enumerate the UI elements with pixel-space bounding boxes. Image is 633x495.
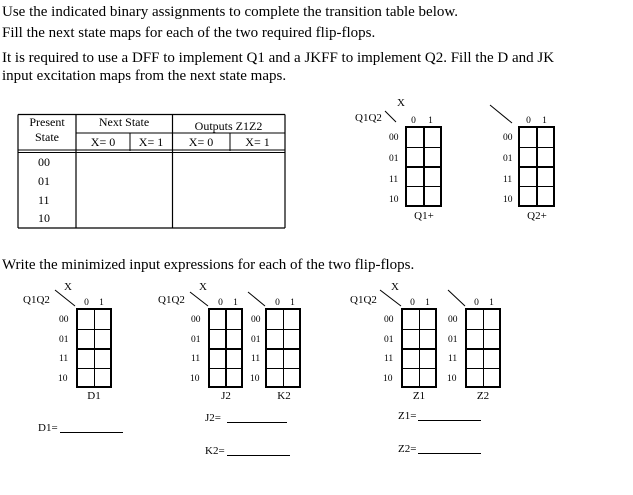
kmap-row-label-10: 10 bbox=[190, 374, 200, 384]
state-row-label: 10 bbox=[38, 211, 50, 225]
grid-line bbox=[78, 368, 110, 370]
grid-line bbox=[210, 329, 241, 331]
kmap-col-label-1: 1 bbox=[542, 116, 547, 126]
kmap-row-label-10: 10 bbox=[503, 195, 513, 205]
kmap-row-label-11: 11 bbox=[191, 354, 201, 364]
grid-line bbox=[78, 329, 110, 331]
kmap-row-label-11: 11 bbox=[251, 354, 261, 364]
answer-z1-blank[interactable] bbox=[418, 420, 481, 421]
kmap-col-var: X bbox=[391, 281, 399, 293]
grid-line bbox=[210, 368, 241, 370]
outputs-col-x0: X= 0 bbox=[188, 135, 214, 149]
kmap-row-label-11: 11 bbox=[448, 354, 458, 364]
kmap-row-label-00: 00 bbox=[448, 315, 458, 325]
grid-line bbox=[403, 348, 435, 350]
kmap-title: Q1+ bbox=[414, 210, 434, 222]
answer-k2-blank[interactable] bbox=[227, 455, 290, 456]
grid-line bbox=[267, 368, 299, 370]
kmap-col-label-0: 0 bbox=[84, 298, 89, 308]
kmap-col-label-0: 0 bbox=[526, 116, 531, 126]
kmap-row-label-01: 01 bbox=[251, 335, 261, 345]
kmap-col-var: X bbox=[199, 281, 207, 293]
kmap-title: J2 bbox=[221, 390, 231, 402]
kmap-row-label-10: 10 bbox=[389, 195, 399, 205]
kmap-row-label-00: 00 bbox=[59, 315, 69, 325]
grid-line bbox=[407, 186, 440, 188]
grid-line bbox=[520, 147, 553, 149]
present-state-header: Present State bbox=[29, 115, 65, 144]
kmap-row-label-11: 11 bbox=[384, 354, 394, 364]
answer-j2-blank[interactable] bbox=[227, 422, 287, 423]
answer-j2-label: J2= bbox=[205, 412, 221, 424]
grid-line bbox=[267, 348, 299, 350]
kmap-title: D1 bbox=[87, 390, 101, 402]
kmap-row-label-00: 00 bbox=[191, 315, 201, 325]
grid-line bbox=[407, 166, 440, 168]
grid-line bbox=[78, 348, 110, 350]
kmap-row-label-01: 01 bbox=[59, 335, 69, 345]
kmap-row-var: Q1Q2 bbox=[158, 294, 185, 306]
kmap-col-label-0: 0 bbox=[275, 298, 280, 308]
kmap-row-var: Q1Q2 bbox=[350, 294, 377, 306]
kmap-row-label-10: 10 bbox=[447, 374, 457, 384]
grid-line bbox=[467, 368, 499, 370]
next-state-col-x0: X= 0 bbox=[90, 135, 116, 149]
kmap-title: Z1 bbox=[412, 390, 426, 402]
outputs-header: Outputs Z1Z2 bbox=[194, 119, 263, 133]
kmap-row-label-00: 00 bbox=[384, 315, 394, 325]
kmap-row-label-01: 01 bbox=[389, 154, 399, 164]
kmap-col-label-1: 1 bbox=[425, 298, 430, 308]
kmap-row-label-10: 10 bbox=[58, 374, 68, 384]
kmap-grid bbox=[518, 126, 555, 207]
grid-line bbox=[403, 329, 435, 331]
kmap-grid bbox=[465, 308, 501, 388]
grid-line bbox=[407, 147, 440, 149]
answer-k2-label: K2= bbox=[205, 445, 225, 457]
answer-d1-label: D1= bbox=[38, 422, 58, 434]
kmap-row-var: Q1Q2 bbox=[355, 112, 382, 124]
kmap-title: Q2+ bbox=[527, 210, 547, 222]
kmap-grid bbox=[405, 126, 442, 207]
answer-z1-label: Z1= bbox=[398, 410, 417, 422]
kmap-row-label-11: 11 bbox=[389, 175, 399, 185]
section2-heading: Write the minimized input expressions for each of the two flip-flops. bbox=[2, 257, 415, 273]
instruction-line-4: input excitation maps from the next state maps. bbox=[2, 68, 287, 84]
grid-line bbox=[520, 166, 553, 168]
next-state-col-x1: X= 1 bbox=[138, 135, 164, 149]
next-state-header: Next State bbox=[98, 115, 150, 129]
kmap-col-label-1: 1 bbox=[99, 298, 104, 308]
kmap-col-var: X bbox=[64, 281, 72, 293]
kmap-col-label-1: 1 bbox=[489, 298, 494, 308]
kmap-row-label-11: 11 bbox=[503, 175, 513, 185]
kmap-col-var: X bbox=[397, 97, 405, 109]
instruction-line-2: Fill the next state maps for each of the two required flip-flops. bbox=[2, 25, 376, 41]
answer-d1-blank[interactable] bbox=[60, 432, 123, 433]
grid-line bbox=[467, 348, 499, 350]
kmap-grid bbox=[76, 308, 112, 388]
instruction-line-1: Use the indicated binary assignments to complete the transition table below. bbox=[2, 4, 458, 20]
instruction-line-3: It is required to use a DFF to implement Q1 and a JKFF to implement Q2. Fill the D and JK bbox=[2, 50, 555, 66]
outputs-col-x1: X= 1 bbox=[245, 135, 270, 149]
grid-line bbox=[210, 348, 241, 350]
kmap-row-label-01: 01 bbox=[448, 335, 458, 345]
kmap-row-label-00: 00 bbox=[389, 133, 399, 143]
kmap-row-label-01: 01 bbox=[191, 335, 201, 345]
kmap-row-label-10: 10 bbox=[383, 374, 393, 384]
kmap-col-label-0: 0 bbox=[218, 298, 223, 308]
kmap-col-label-1: 1 bbox=[233, 298, 238, 308]
kmap-col-label-1: 1 bbox=[428, 116, 433, 126]
kmap-col-label-1: 1 bbox=[290, 298, 295, 308]
kmap-row-label-01: 01 bbox=[503, 154, 513, 164]
kmap-col-label-0: 0 bbox=[474, 298, 479, 308]
kmap-row-label-00: 00 bbox=[503, 133, 513, 143]
kmap-row-label-01: 01 bbox=[384, 335, 394, 345]
answer-z2-label: Z2= bbox=[398, 443, 417, 455]
grid-line bbox=[403, 368, 435, 370]
kmap-grid bbox=[265, 308, 301, 388]
answer-z2-blank[interactable] bbox=[418, 453, 481, 454]
state-row-label: 01 bbox=[38, 174, 50, 188]
kmap-title: K2 bbox=[277, 390, 291, 402]
grid-line bbox=[520, 186, 553, 188]
kmap-row-label-00: 00 bbox=[251, 315, 261, 325]
kmap-grid bbox=[208, 308, 243, 388]
grid-line bbox=[467, 329, 499, 331]
kmap-title: Z2 bbox=[476, 390, 490, 402]
grid-line bbox=[267, 329, 299, 331]
kmap-col-label-0: 0 bbox=[410, 298, 415, 308]
kmap-grid bbox=[401, 308, 437, 388]
kmap-row-var: Q1Q2 bbox=[23, 294, 50, 306]
kmap-col-label-0: 0 bbox=[411, 116, 416, 126]
kmap-row-label-10: 10 bbox=[250, 374, 260, 384]
state-row-label: 11 bbox=[38, 193, 50, 207]
state-row-label: 00 bbox=[38, 155, 50, 169]
kmap-row-label-11: 11 bbox=[59, 354, 69, 364]
